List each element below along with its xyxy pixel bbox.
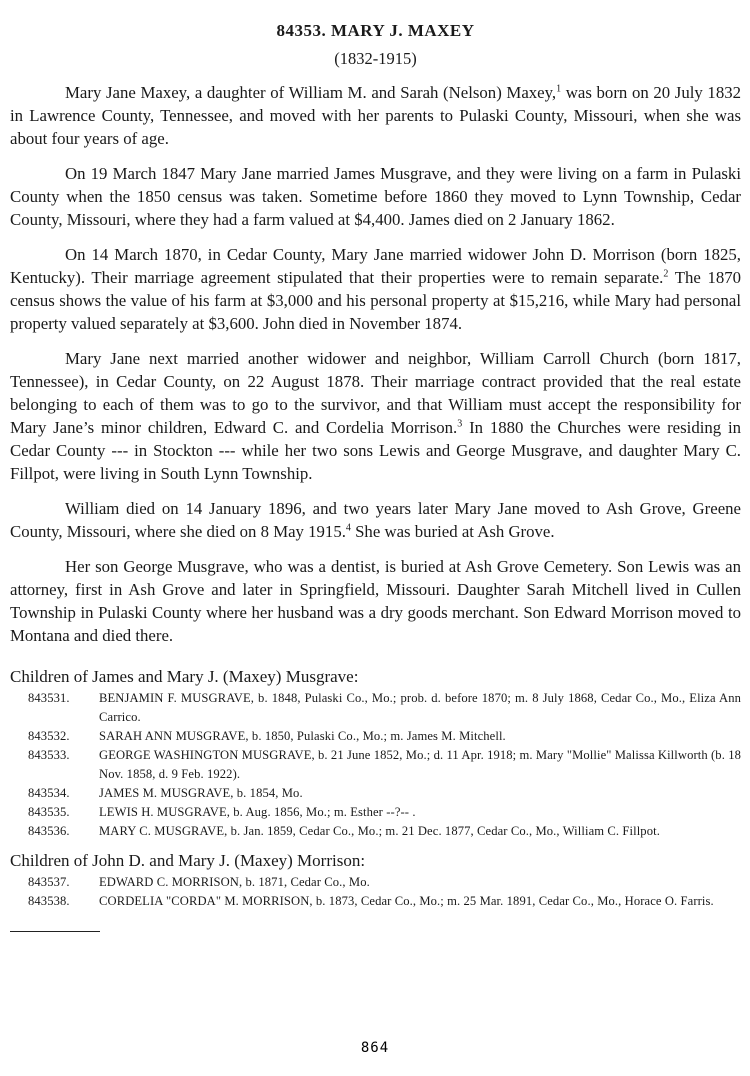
list-item <box>10 892 741 911</box>
paragraph-birth <box>10 81 741 150</box>
paragraph-text: William died on 14 January 1896, and two years later Mary Jane moved to Ash Grove, Greene County, Missouri, where she died on 8 May 1915. <box>10 499 741 541</box>
document-page <box>10 14 741 1064</box>
page-number: 864 <box>360 1040 390 1056</box>
paragraph-third-marriage <box>10 347 741 485</box>
musgrave-children-list <box>10 689 741 841</box>
child-entry: EDWARD C. MORRISON, b. 1871, Cedar Co., Mo. <box>99 875 370 889</box>
page-title: 84353. MARY J. MAXEY <box>276 21 475 40</box>
footnote-marker[interactable]: 2 <box>663 268 669 280</box>
child-number: 843536. <box>28 824 70 838</box>
child-entry: GEORGE WASHINGTON MUSGRAVE, b. 21 June 1852, Mo.; d. 11 Apr. 1918; m. Mary "Mollie" Malissa Killworth (b. 18 Nov. 1858, d. 9 Feb. 1922). <box>99 748 741 781</box>
footnote-marker[interactable]: 3 <box>457 418 463 430</box>
child-number: 843534. <box>28 786 70 800</box>
morrison-children-heading: Children of John D. and Mary J. (Maxey) Morrison: <box>10 851 366 870</box>
child-number: 843535. <box>28 805 70 819</box>
paragraph-children-summary <box>10 555 741 647</box>
morrison-children-list <box>10 873 741 911</box>
child-entry: CORDELIA "CORDA" M. MORRISON, b. 1873, Cedar Co., Mo.; m. 25 Mar. 1891, Cedar Co., Mo., Horace O. Farris. <box>99 894 714 908</box>
paragraph-first-marriage <box>10 162 741 231</box>
child-number: 843533. <box>28 748 70 762</box>
paragraph-second-marriage <box>10 243 741 335</box>
life-dates: (1832-1915) <box>334 49 417 68</box>
child-number: 843531. <box>28 691 70 705</box>
paragraph-text: Her son George Musgrave, who was a dentist, is buried at Ash Grove Cemetery. Son Lewis was an attorney, first in Ash Grove and later in Springfield, Missouri. Daughter Sarah Mitchell lived in Cullen Township in Pulaski County where her husband was a dry goods merchant. Son Edward Morrison moved to Montana and died there. <box>10 557 741 645</box>
musgrave-children-heading: Children of James and Mary J. (Maxey) Musgrave: <box>10 667 359 686</box>
list-item <box>10 727 741 746</box>
list-item <box>10 784 741 803</box>
child-number: 843538. <box>28 894 70 908</box>
paragraph-text: The 1870 census shows the value of his farm at $3,000 and his personal property at $15,216, while Mary had personal property valued separately at $3,600. John died in November 1874. <box>10 268 742 333</box>
list-item <box>10 689 741 727</box>
paragraph-text: On 14 March 1870, in Cedar County, Mary Jane married widower John D. Morrison (born 1825, Kentucky). Their marriage agreement stipulated that their properties were to remain separate. <box>10 245 741 287</box>
list-item <box>10 822 741 841</box>
paragraph-death <box>10 497 741 543</box>
footnote-divider <box>10 931 100 932</box>
list-item <box>10 746 741 784</box>
paragraph-text: On 19 March 1847 Mary Jane married James Musgrave, and they were living on a farm in Pulaski County when the 1850 census was taken. Sometime before 1860 they moved to Lynn Township, Cedar County, Missouri, where they had a farm valued at $4,400. James died on 2 January 1862. <box>10 164 741 229</box>
child-entry: LEWIS H. MUSGRAVE, b. Aug. 1856, Mo.; m. Esther --?-- . <box>99 805 416 819</box>
paragraph-text: Mary Jane next married another widower and neighbor, William Carroll Church (born 1817, Tennessee), in Cedar County, on 22 August 1878. Their marriage contract provided that the real estate belonging to each of them was to go to the survivor, and that William must accept the responsibility for Mary Jane’s minor children, Edward C. and Cordelia Morrison. <box>10 349 741 437</box>
child-entry: SARAH ANN MUSGRAVE, b. 1850, Pulaski Co., Mo.; m. James M. Mitchell. <box>99 729 506 743</box>
list-item <box>10 873 741 892</box>
child-number: 843537. <box>28 875 70 889</box>
paragraph-text: In 1880 the Churches were residing in Cedar County --- in Stockton --- while her two sons Lewis and George Musgrave, and daughter Mary C. Fillpot, were living in South Lynn Township. <box>10 418 741 483</box>
paragraph-text: She was buried at Ash Grove. <box>350 522 555 541</box>
paragraph-text: was born on 20 July 1832 in Lawrence County, Tennessee, and moved with her parents to Pulaski County, Missouri, when she was about four years of age. <box>10 83 741 148</box>
child-entry: BENJAMIN F. MUSGRAVE, b. 1848, Pulaski Co., Mo.; prob. d. before 1870; m. 8 July 1868, Cedar Co., Mo., Eliza Ann Carrico. <box>99 691 741 724</box>
footnote-marker[interactable]: 4 <box>345 522 351 534</box>
child-number: 843532. <box>28 729 70 743</box>
footnote-marker[interactable]: 1 <box>556 83 562 95</box>
child-entry: MARY C. MUSGRAVE, b. Jan. 1859, Cedar Co., Mo.; m. 21 Dec. 1877, Cedar Co., Mo., William C. Fillpot. <box>99 824 660 838</box>
paragraph-text: Mary Jane Maxey, a daughter of William M. and Sarah (Nelson) Maxey, <box>65 83 557 102</box>
child-entry: JAMES M. MUSGRAVE, b. 1854, Mo. <box>99 786 303 800</box>
list-item <box>10 803 741 822</box>
